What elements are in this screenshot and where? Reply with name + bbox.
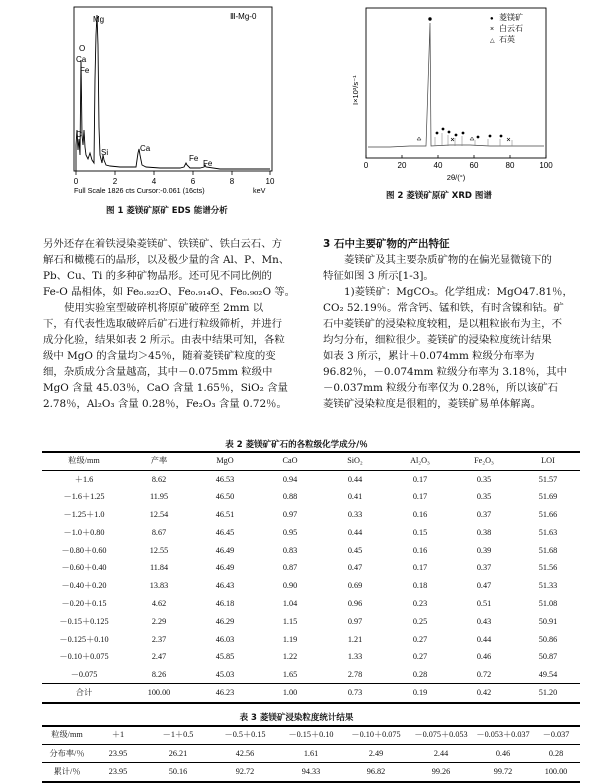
xrd-pattern-figure [330,5,560,185]
paragraph-line: 2.78％，Al₂O₃ 含量 0.28％，Fe₂O₃ 含量 0.72％。 [43,398,287,410]
table2-cell: 0.97 [282,509,298,519]
table2-row [42,488,580,506]
table2-cell: 51.63 [538,527,558,537]
table3-row [42,762,580,780]
table2-cell: 0.25 [412,616,428,626]
table2-cell: 1.33 [347,652,363,662]
xrd-dolomite-markers [451,138,510,141]
paragraph-line: Pb、Cu、Ti 的多种矿物晶形。还可见不同比例的 [43,270,272,282]
table2-cell: 46.29 [215,616,235,626]
table3-cell: －0.053＋0.037 [474,726,532,744]
table2-cell: －0.60＋0.40 [61,563,107,573]
table2-cell: 1.22 [282,652,298,662]
table2-cell: 50.91 [538,616,558,626]
table2-cell: 0.72 [476,669,492,679]
table2-row [42,470,580,488]
table2-cell: 2.78 [347,669,363,679]
table2-row [42,612,580,630]
eds-x-tick-label: 0 [73,177,79,186]
xrd-legend [490,12,523,44]
table3-bottom-rule [42,781,580,783]
table2-cell: 0.33 [347,509,363,519]
paragraph-line: 菱镁矿及其主要杂质矿物的在偏光显微镜下的 [344,254,552,266]
table2-cell: 46.49 [215,545,235,555]
eds-peak-label: O [79,44,86,53]
table2-header-cell: MgO [192,452,258,470]
paragraph-line: Fe-O 晶相体，如 Fe₀.₉₂₂O、Fe₀.₉₁₄O、Fe₀.₉₀₂O 等。 [43,286,296,298]
table3-cell: 2.44 [433,748,449,758]
table2-cell: 46.43 [215,581,235,591]
table2-cell: 1.00 [258,684,322,702]
table2-cell: 8.26 [151,669,167,679]
table3-cell: 1.61 [303,748,319,758]
eds-x-tick-label: 2 [112,177,118,186]
xrd-x-tick-label: 40 [433,161,443,170]
table2-cell: 0.17 [412,474,428,484]
table2-cell: 46.51 [215,509,235,519]
paragraph-line: MgO 含量 45.03％，CaO 含量 1.65％，SiO₂ 含量 [43,382,288,394]
paragraph-line: 成分化验，结果如表 2 所示。由表中结果可知，各粒 [43,334,285,346]
table2-cell: 2.37 [151,634,167,644]
eds-peak-label: Ca [76,55,87,64]
paragraph-line: 菱镁矿浸染粒度是很粗的，菱镁矿易单体解离。 [323,398,542,410]
table2-cell: 51.68 [538,545,558,555]
table2-header-cell: Fe₂O₃ [452,452,516,470]
table2-cell: 0.43 [476,616,492,626]
table2-cell: 1.19 [282,634,298,644]
xrd-x-tick-label: 100 [539,161,553,170]
eds-x-tick-label: 10 [265,177,275,186]
table2-cell: 0.41 [347,492,363,502]
table2-cell: 12.54 [149,509,169,519]
table2-cell: 8.67 [151,527,167,537]
table2-cell: 45.85 [215,652,235,662]
table2-cell: 4.62 [151,598,167,608]
table3-cell: 0.28 [548,748,564,758]
legend-symbol: × [490,26,495,33]
paragraph-line: 解石和橄榄石的晶形，以及极少量的含 Al、P、Mn、 [43,254,290,266]
table2-cell: 11.84 [149,563,169,573]
table2-cell: 0.94 [282,474,298,484]
table2-row [42,684,580,702]
table2-cell: 1.65 [282,669,298,679]
xrd-x-tick-label: 0 [363,161,369,170]
table2-cell: 46.03 [215,634,235,644]
table3-cell: －0.5＋0.15 [212,726,278,744]
table3-cell: 94.33 [278,762,344,780]
table2-cell: 100.00 [126,684,192,702]
table2-row [42,595,580,613]
paragraph-line: 另外还存在着铁浸染菱镁矿、铁镁矿、铁白云石、方 [43,238,282,250]
table2-cell: 0.45 [347,545,363,555]
table2-cell: 45.03 [215,669,235,679]
table2-cell: 46.18 [215,598,235,608]
table2-row [42,648,580,666]
table2-cell: 合计 [42,684,126,702]
table2-cell: 0.18 [412,581,428,591]
table2-cell: ＋1.6 [74,474,94,484]
xrd-x-tick-label: 60 [469,161,479,170]
table2-header-cell: SiO₂ [322,452,388,470]
table3-cell: 96.82 [344,762,408,780]
table2-cell: 46.49 [215,563,235,573]
table2-cell: 46.53 [215,474,235,484]
table2-cell: －0.075 [70,669,98,679]
table2-cell: －0.125＋0.10 [59,634,109,644]
paragraph-line: 1)菱镁矿：MgCO₃。化学组成：MgO47.81％， [344,286,573,298]
table2-cell: 51.57 [538,474,558,484]
table2-cell: 0.96 [347,598,363,608]
table2-cell: 0.37 [476,563,492,573]
fig1-caption: 图 1 菱镁矿原矿 EDS 能谱分析 [106,206,228,216]
table2-row [42,630,580,648]
table2-cell: 0.90 [282,581,298,591]
table3-cell: 0.46 [495,748,511,758]
xrd-x-axis-label: 2θ/(°) [446,173,466,182]
table2-cell: 51.08 [538,598,558,608]
table3-cell: －0.15＋0.10 [278,726,344,744]
right-column-text [323,236,578,412]
table2-cell: 0.19 [388,684,452,702]
paragraph-line: 均匀分布，细粒很少。菱镁矿的浸染粒度统计结果 [323,334,552,346]
table2-cell: 49.54 [538,669,558,679]
table2-cell: 0.73 [322,684,388,702]
table2-header-cell: 粒级/mm [42,452,126,470]
table2-cell: 1.15 [282,616,298,626]
eds-x-tick-label: 6 [190,177,196,186]
table2-cell: 0.47 [347,563,363,573]
eds-x-unit: keV [253,186,266,195]
table3-caption: 表 3 菱镁矿浸染粒度统计结果 [239,713,354,723]
table2-cell: －0.10＋0.075 [59,652,109,662]
table2-cell: 0.88 [282,492,298,502]
table3-cell: －0.075＋0.053 [408,726,474,744]
eds-frame [74,7,272,171]
table3-cell: 50.16 [144,762,212,780]
paragraph-line: 使用实验室型破碎机将原矿破碎至 2mm 以 [64,302,264,314]
eds-spectrum-figure [70,5,280,195]
table2-row [42,541,580,559]
table2 [42,452,580,701]
table2-row [42,577,580,595]
table2-cell: 0.16 [412,509,428,519]
table2-cell: 2.29 [151,616,167,626]
eds-peak-label: Si [101,148,109,157]
table2-cell: 1.04 [282,598,298,608]
table2-cell: 0.44 [347,474,363,484]
xrd-y-axis-label: I×10³/s⁻¹ [351,75,360,105]
table2-cell: 0.46 [476,652,492,662]
table2-cell: 0.35 [476,492,492,502]
table2-cell: 0.28 [412,669,428,679]
table2-cell: －0.20＋0.15 [61,598,107,608]
table2-cell: 0.44 [347,527,363,537]
table3-cell: 92.72 [212,762,278,780]
table3-cell: 23.95 [108,748,128,758]
paragraph-line: 级中 MgO 的含量均＞45％，随着菱镁矿粒度的变 [43,350,276,362]
xrd-quartz-markers [417,137,474,140]
table2-cell: 46.50 [215,492,235,502]
table2-cell: －0.40＋0.20 [61,581,107,591]
eds-peak-label: C [76,130,82,139]
table2-cell: 0.69 [347,581,363,591]
legend-label: 石英 [499,35,515,44]
table2-cell: 0.47 [476,581,492,591]
table2-cell: 0.51 [476,598,492,608]
xrd-magnesite-markers [428,17,502,138]
table2-cell: －1.0＋0.80 [63,527,105,537]
table2-cell: －0.15＋0.125 [59,616,109,626]
table2-cell: 46.23 [192,684,258,702]
eds-x-tick-label: 4 [151,177,157,186]
table3-cell: 100.00 [532,762,580,780]
table2-cell: 2.47 [151,652,167,662]
table3-cell: －0.10＋0.075 [344,726,408,744]
table2-cell: －1.25＋1.0 [63,509,105,519]
table2-cell: 13.83 [149,581,169,591]
table2-cell: 11.95 [149,492,169,502]
table2-cell: 0.37 [476,509,492,519]
eds-sample-label: Ⅲ-Mg-0 [230,12,257,21]
table2-cell: 0.95 [282,527,298,537]
table2-cell: 0.27 [412,652,428,662]
table3-cell: 99.26 [408,762,474,780]
paragraph-line: 特征如图 3 所示[1-3]。 [323,270,434,282]
table3-cell: 99.72 [474,762,532,780]
table2-row [42,666,580,684]
table2-cell: 50.87 [538,652,558,662]
table3-cell: －1＋0.5 [144,726,212,744]
table2-cell: 0.16 [412,545,428,555]
paragraph-line: －0.037mm 粒级分布率仅为 0.28％，所以该矿石 [323,382,559,394]
table2-cell: －1.6＋1.25 [63,492,105,502]
xrd-pattern-line [368,23,544,147]
table2-cell: 0.35 [476,474,492,484]
table2-cell: 0.87 [282,563,298,573]
legend-label: 菱镁矿 [499,13,523,22]
eds-status-text: Full Scale 1826 cts Cursor:-0.061 (16cts) [74,186,205,195]
table2-cell: 51.56 [538,563,558,573]
paragraph-line: 石中菱镁矿的浸染粒度较粗，是以粗粒嵌布为主，不 [323,318,562,330]
table2-cell: 0.44 [476,634,492,644]
table2-cell: 12.55 [149,545,169,555]
table2-cell: 0.97 [347,616,363,626]
table2-caption: 表 2 菱镁矿矿石的各粒级化学成分/％ [225,440,368,450]
table3-cell: 2.49 [368,748,384,758]
table2-cell: 46.45 [215,527,235,537]
paragraph-line: CO₂ 52.19％。常含钙、锰和铁，有时含镍和钴。矿 [323,302,564,314]
table2-header-cell: CaO [258,452,322,470]
legend-symbol: △ [490,38,495,44]
paragraph-line: 如表 3 所示，累计＋0.074mm 粒级分布率为 [323,350,535,362]
paragraph-line: 下，有代表性选取破碎后矿石进行粒级筛析，并进行 [43,318,282,330]
table2-cell: 50.86 [538,634,558,644]
eds-x-tick-label: 8 [229,177,235,186]
left-column-text [43,236,301,412]
table2-cell: 51.66 [538,509,558,519]
table2-row [42,506,580,524]
eds-peak-label: Fe [203,159,213,168]
legend-symbol: ● [490,16,494,22]
eds-x-ticks [76,171,270,175]
table2-header-cell: Al₂O₃ [388,452,452,470]
eds-peak-label: Mg [93,15,105,24]
table3-cell: 42.56 [235,748,255,758]
table3-cell: 累计/％ [42,762,92,780]
xrd-x-tick-label: 20 [397,161,407,170]
table2-cell: 51.33 [538,581,558,591]
table3-header-row [42,726,580,744]
table2-bottom-rule [42,702,580,704]
table2-cell: 0.83 [282,545,298,555]
table2-cell: 0.15 [412,527,428,537]
table2-cell: 0.38 [476,527,492,537]
table2-cell: 51.20 [516,684,580,702]
eds-peak-label: Fe [80,66,90,75]
table3-cell: 23.95 [92,762,144,780]
table3-cell: 分布率/％ [49,748,85,758]
table2-row [42,559,580,577]
table2-cell: 1.21 [347,634,363,644]
table2-header-cell: 产率 [126,452,192,470]
eds-peak-label: Fe [189,154,199,163]
paragraph-line: 细，杂质成分含量越高，其中－0.075mm 粒级中 [43,366,273,378]
xrd-x-tick-label: 80 [505,161,515,170]
table3-cell: －0.037 [532,726,580,744]
table2-cell: 0.42 [452,684,516,702]
table2-cell: 0.27 [412,634,428,644]
section-heading: 3 石中主要矿物的产出特征 [323,238,450,250]
eds-peak-label: Ca [140,144,151,153]
table2-header-cell: LOI [516,452,580,470]
table2-header-row [42,452,580,470]
table3-row [42,744,580,762]
table3 [42,726,580,780]
table3-cell: ＋1 [92,726,144,744]
table2-cell: 0.23 [412,598,428,608]
table2-cell: 0.17 [412,492,428,502]
fig2-caption: 图 2 菱镁矿原矿 XRD 图谱 [386,191,492,201]
table2-cell: 8.62 [151,474,167,484]
legend-label: 白云石 [499,24,523,33]
table2-cell: 51.69 [538,492,558,502]
table3-cell: 粒级/mm [42,726,92,744]
paragraph-line: 96.82％，－0.074mm 粒级分布率为 3.18％，其中 [323,366,568,378]
table2-cell: －0.80＋0.60 [61,545,107,555]
table2-row [42,523,580,541]
table2-cell: 0.17 [412,563,428,573]
table2-cell: 0.39 [476,545,492,555]
table3-cell: 26.21 [168,748,188,758]
